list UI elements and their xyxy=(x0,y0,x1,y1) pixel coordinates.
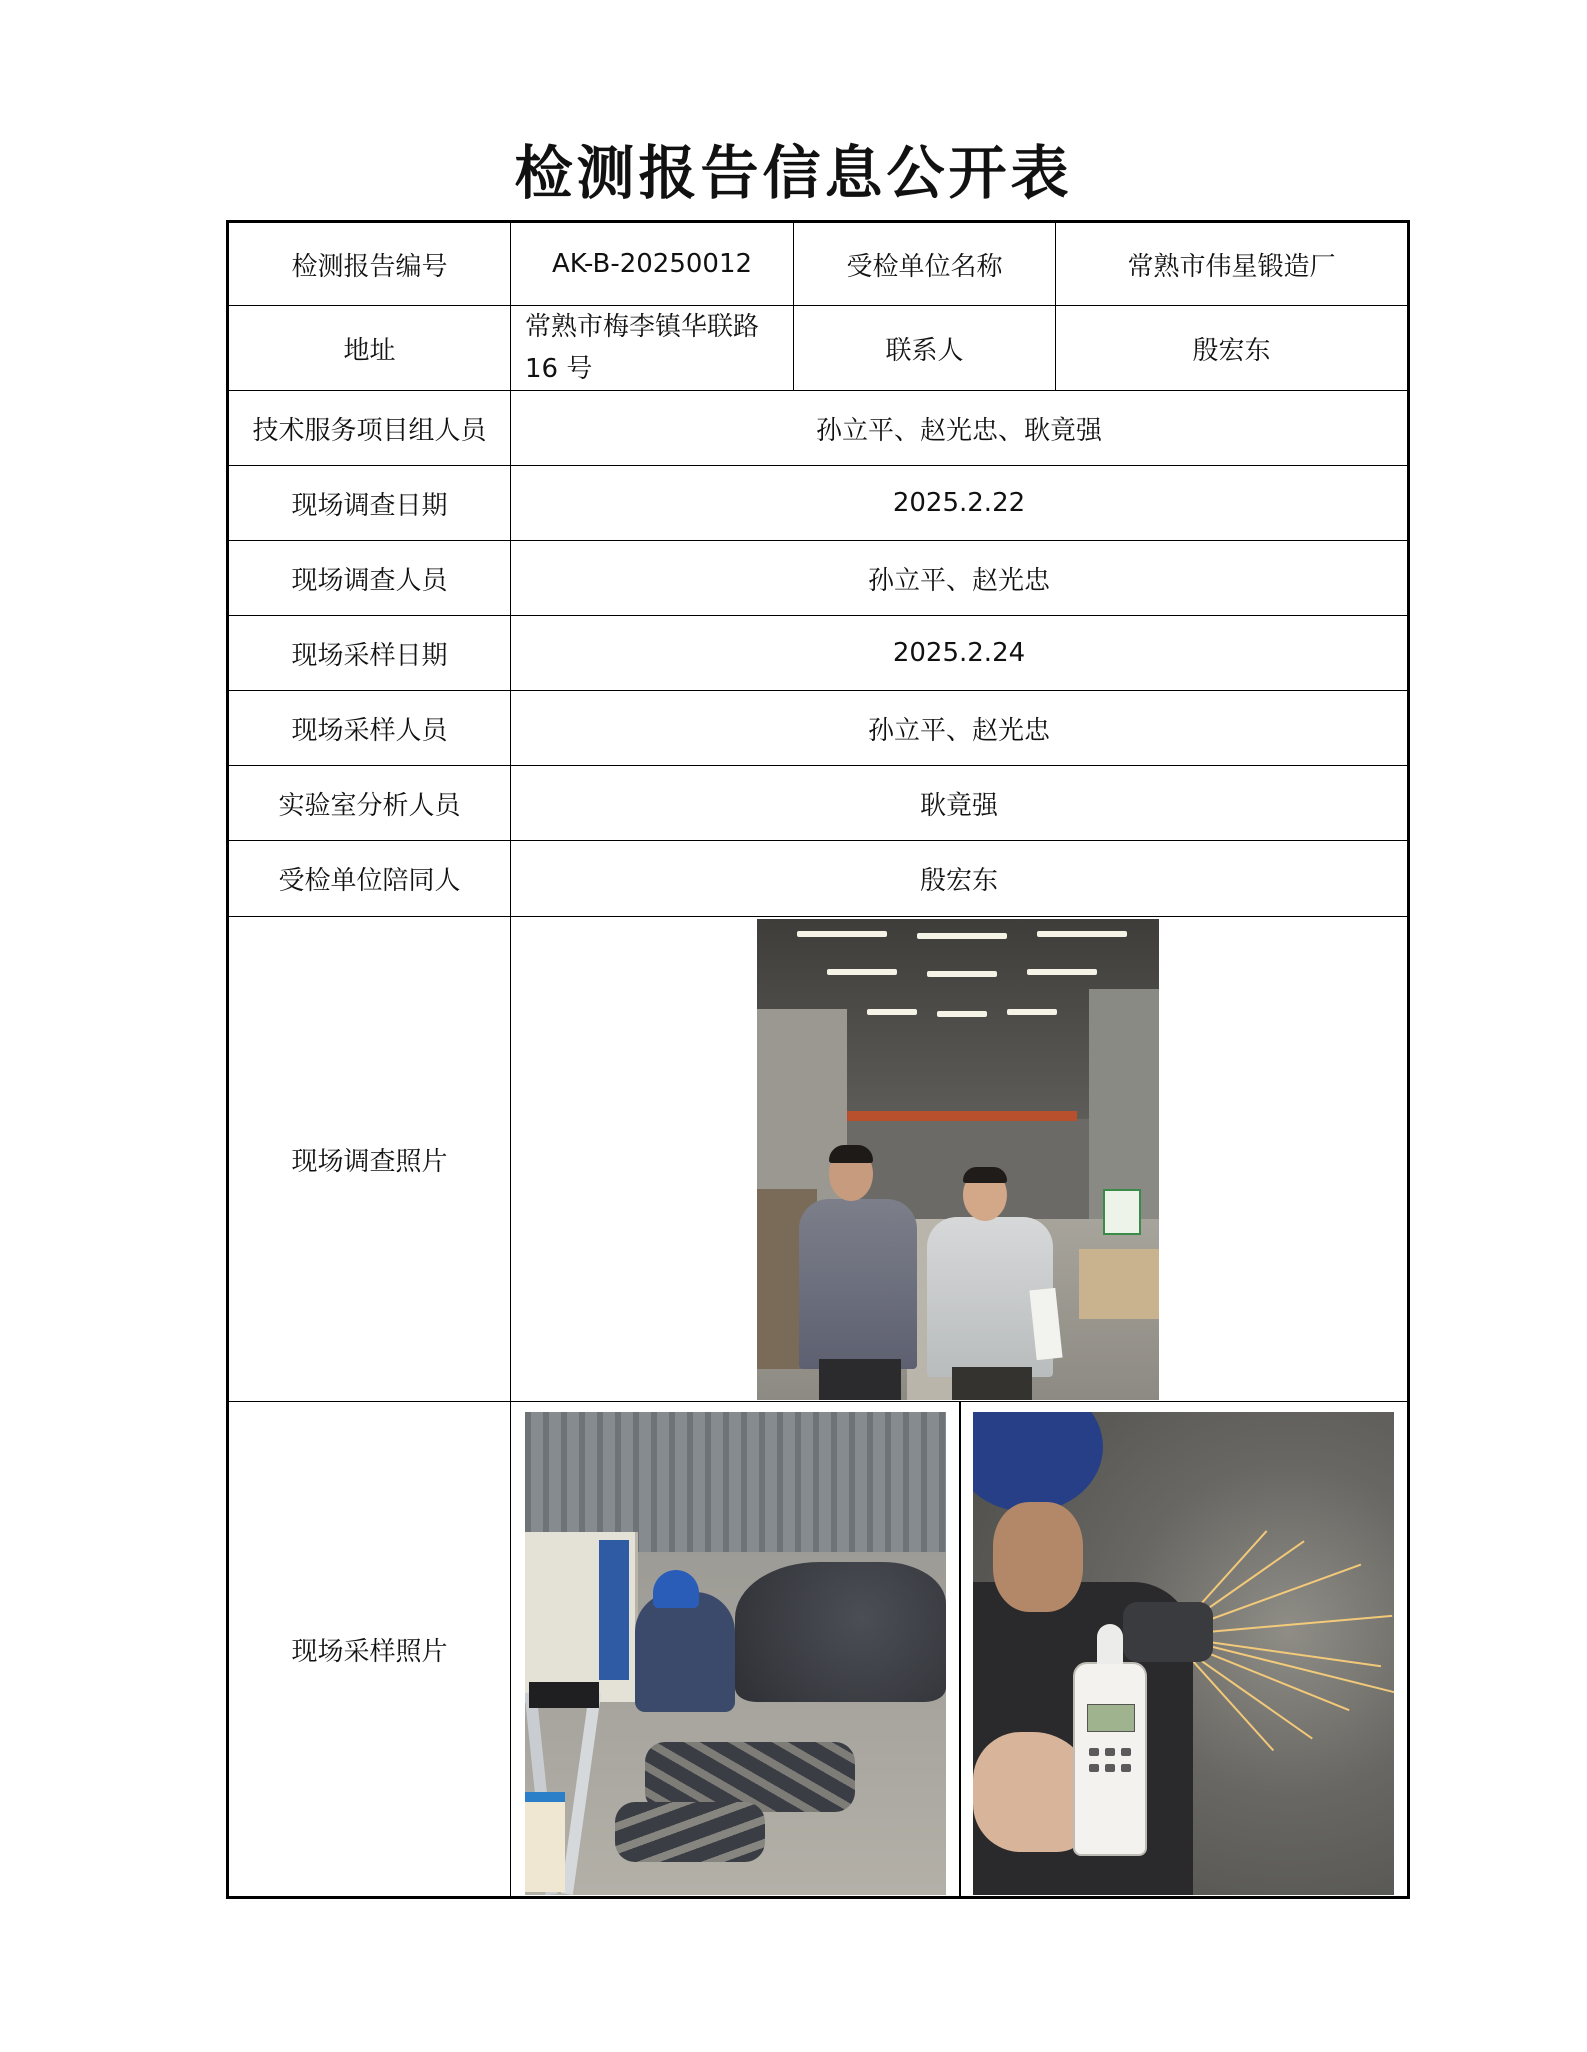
page-title: 检测报告信息公开表 xyxy=(514,139,1073,207)
sampling-photo-2 xyxy=(973,1412,1394,1895)
survey-photo xyxy=(757,919,1159,1400)
lab-staff-value: 耿竟强 xyxy=(511,766,1409,841)
table-row xyxy=(228,1402,1409,1898)
table-row xyxy=(228,616,1409,691)
table-row xyxy=(228,841,1409,917)
unit-name-value: 常熟市伟星锻造厂 xyxy=(1056,222,1409,306)
table-row xyxy=(228,466,1409,541)
table-row xyxy=(228,391,1409,466)
address-value: 常熟市梅李镇华联路 16 号 xyxy=(511,306,794,391)
survey-photo-cell xyxy=(511,917,1409,1402)
table-row xyxy=(228,306,1409,391)
table-row xyxy=(228,541,1409,616)
sampling-photo-cell xyxy=(511,1402,1409,1898)
survey-staff-label: 现场调查人员 xyxy=(228,541,511,616)
contact-value: 殷宏东 xyxy=(1056,306,1409,391)
survey-staff-value: 孙立平、赵光忠 xyxy=(511,541,1409,616)
sampling-staff-label: 现场采样人员 xyxy=(228,691,511,766)
sampling-photo-label: 现场采样照片 xyxy=(228,1402,511,1898)
survey-photo-label: 现场调查照片 xyxy=(228,917,511,1402)
contact-label: 联系人 xyxy=(794,306,1056,391)
sampling-photo-1 xyxy=(525,1412,946,1895)
escort-label: 受检单位陪同人 xyxy=(228,841,511,917)
team-label: 技术服务项目组人员 xyxy=(228,391,511,466)
report-no-label: 检测报告编号 xyxy=(228,222,511,306)
sampling-date-value: 2025.2.24 xyxy=(511,616,1409,691)
sampling-staff-value: 孙立平、赵光忠 xyxy=(511,691,1409,766)
table-row xyxy=(228,766,1409,841)
escort-value: 殷宏东 xyxy=(511,841,1409,917)
table-row xyxy=(228,222,1409,306)
survey-date-label: 现场调查日期 xyxy=(228,466,511,541)
team-value: 孙立平、赵光忠、耿竟强 xyxy=(511,391,1409,466)
survey-date-value: 2025.2.22 xyxy=(511,466,1409,541)
report-table xyxy=(226,220,1410,1899)
unit-name-label: 受检单位名称 xyxy=(794,222,1056,306)
report-no-value: AK-B-20250012 xyxy=(511,222,794,306)
address-label: 地址 xyxy=(228,306,511,391)
table-row xyxy=(228,691,1409,766)
sampling-date-label: 现场采样日期 xyxy=(228,616,511,691)
lab-staff-label: 实验室分析人员 xyxy=(228,766,511,841)
table-row xyxy=(228,917,1409,1402)
